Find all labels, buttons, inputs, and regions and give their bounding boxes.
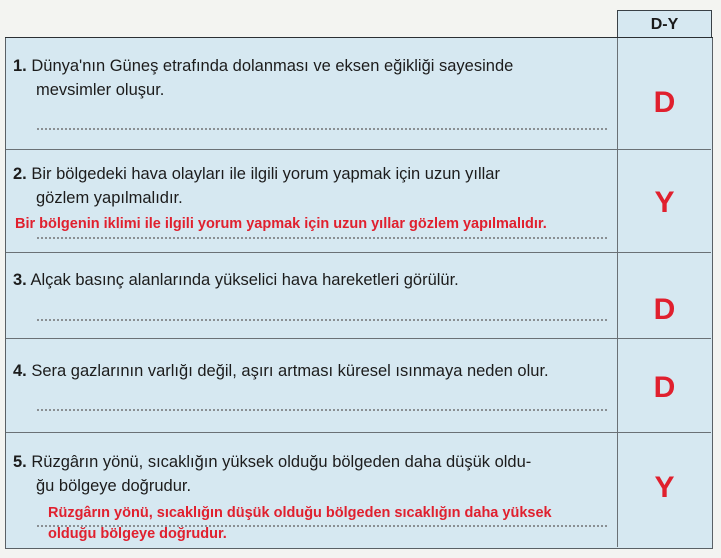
question-line-1: Rüzgârın yönü, sıcaklığın yüksek olduğu bölgeden daha düşük oldu- (31, 453, 532, 471)
question-number: 4. (13, 362, 27, 380)
table-row-4 (6, 339, 711, 433)
answer-cell-5[interactable] (618, 433, 711, 547)
question-line-2: ğu bölgeye doğrudur. (36, 477, 192, 495)
answer-mark-3: D (653, 293, 676, 326)
answer-mark-4: D (653, 371, 676, 404)
answer-dotted-line-2[interactable] (37, 237, 607, 239)
question-number: 5. (13, 453, 27, 471)
question-text-5 (13, 450, 607, 498)
answer-mark-1: D (653, 86, 676, 119)
question-number: 2. (13, 165, 27, 183)
table-row-3 (6, 253, 711, 339)
table-row-5 (6, 433, 711, 547)
correction-text-5-line-1: Rüzgârın yönü, sıcaklığın düşük olduğu bölgeden sıcaklığın daha yüksek (48, 505, 552, 521)
table-row-1 (6, 38, 711, 150)
question-line-1: Sera gazlarının varlığı değil, aşırı artması küresel ısınmaya neden olur. (31, 362, 549, 380)
correction-text-2: Bir bölgenin iklimi ile ilgili yorum yapmak için uzun yıllar gözlem yapılmalıdır. (15, 216, 547, 232)
answer-mark-2: Y (654, 186, 675, 219)
question-cell-2 (6, 150, 618, 252)
true-false-table (5, 37, 713, 549)
question-cell-1 (6, 38, 618, 149)
question-line-1: Alçak basınç alanlarında yükselici hava hareketleri görülür. (30, 271, 459, 289)
table-row-2 (6, 150, 711, 253)
question-line-2: mevsimler oluşur. (36, 81, 165, 99)
question-number: 3. (13, 271, 27, 289)
answer-cell-2[interactable] (618, 150, 711, 252)
question-line-2: gözlem yapılmalıdır. (36, 189, 183, 207)
answer-dotted-line-1[interactable] (37, 128, 607, 130)
question-text-4 (13, 359, 607, 383)
answer-cell-3[interactable] (618, 253, 711, 338)
answer-dotted-line-4[interactable] (37, 409, 607, 411)
answer-dotted-line-3[interactable] (37, 319, 607, 321)
dy-column-header: D-Y (617, 10, 712, 37)
correction-text-5-line-2: olduğu bölgeye doğrudur. (48, 526, 227, 542)
question-cell-5 (6, 433, 618, 547)
answer-cell-1[interactable] (618, 38, 711, 149)
question-line-1: Bir bölgedeki hava olayları ile ilgili yorum yapmak için uzun yıllar (31, 165, 500, 183)
question-text-3 (13, 268, 607, 292)
question-cell-3 (6, 253, 618, 338)
answer-mark-5: Y (654, 471, 675, 504)
question-line-1: Dünya'nın Güneş etrafında dolanması ve eksen eğikliği sayesinde (31, 57, 514, 75)
question-cell-4 (6, 339, 618, 432)
answer-cell-4[interactable] (618, 339, 711, 432)
question-text-2 (13, 162, 607, 210)
question-text-1 (13, 54, 607, 102)
question-number: 1. (13, 57, 27, 75)
